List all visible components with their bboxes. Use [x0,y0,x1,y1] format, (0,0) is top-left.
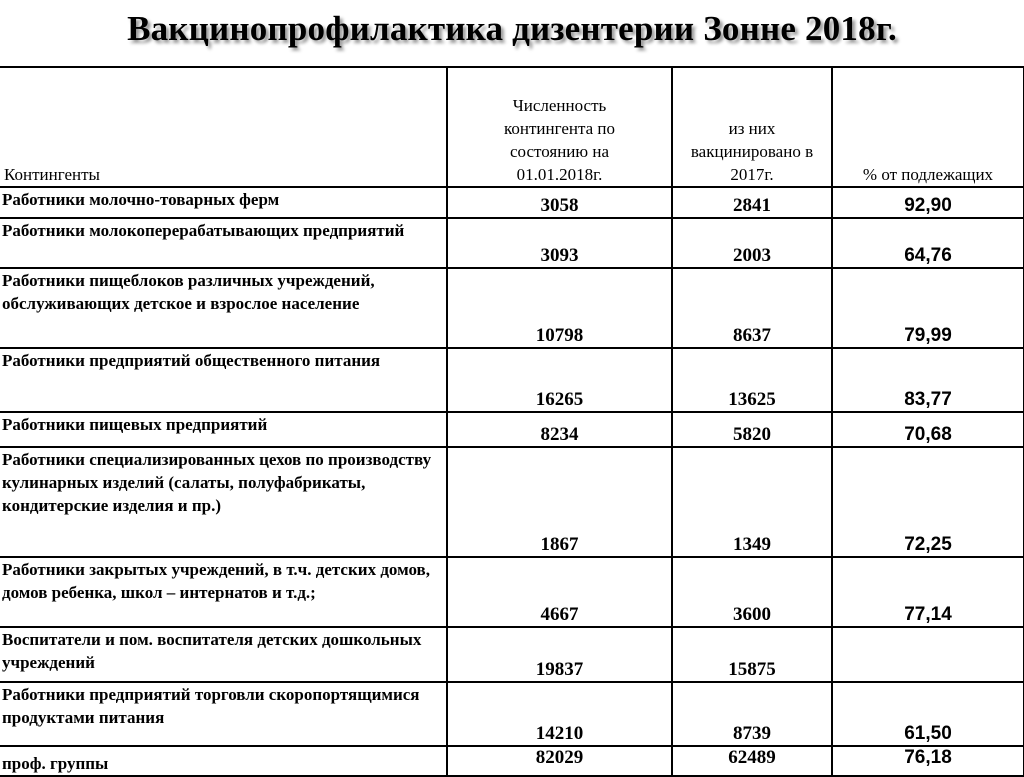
column-header-contingent: Контингенты [0,67,447,187]
row-name: Работники предприятий торговли скоропортящимися продуктами питания [0,682,447,746]
table-row [0,348,1024,412]
row-vaccinated: 8739 [672,682,832,746]
row-name: Воспитатели и пом. воспитателя детских дошкольных учреждений [0,627,447,682]
row-percent [832,627,1024,682]
row-population: 3093 [447,218,672,268]
row-percent: 61,50 [832,682,1024,746]
row-name: Работники закрытых учреждений, в т.ч. детских домов, домов ребенка, школ – интернатов и т.д.; [0,557,447,627]
row-percent: 72,25 [832,447,1024,557]
row-population: 10798 [447,268,672,348]
row-vaccinated: 5820 [672,412,832,447]
row-percent: 83,77 [832,348,1024,412]
row-name: Работники пищеблоков различных учреждений, обслуживающих детское и взрослое население [0,268,447,348]
row-name: Работники молочно-товарных ферм [0,187,447,218]
header-row [0,67,1024,187]
table-row [0,218,1024,268]
total-row [0,746,1024,776]
column-header-percent: % от подлежащих [832,67,1024,187]
row-name: Работники специализированных цехов по производству кулинарных изделий (салаты, полуфабрикаты, кондитерские изделия и пр.) [0,447,447,557]
table-row [0,187,1024,218]
row-vaccinated: 3600 [672,557,832,627]
row-name: Работники молокоперерабатывающих предприятий [0,218,447,268]
total-population: 82029 [447,746,672,776]
row-vaccinated: 2003 [672,218,832,268]
row-name: Работники предприятий общественного питания [0,348,447,412]
table-row [0,627,1024,682]
column-header-population: Численность контингента по состоянию на 01.01.2018г. [447,67,672,187]
table-row [0,447,1024,557]
table-row [0,557,1024,627]
total-vaccinated: 62489 [672,746,832,776]
row-population: 4667 [447,557,672,627]
row-vaccinated: 1349 [672,447,832,557]
page-title: Вакцинопрофилактика дизентерии Зонне 2018г. [127,9,897,48]
row-percent: 64,76 [832,218,1024,268]
row-population: 1867 [447,447,672,557]
total-percent: 76,18 [832,746,1024,776]
row-vaccinated: 15875 [672,627,832,682]
table-row [0,682,1024,746]
row-vaccinated: 2841 [672,187,832,218]
row-vaccinated: 8637 [672,268,832,348]
table-row [0,268,1024,348]
row-name: Работники пищевых предприятий [0,412,447,447]
row-vaccinated: 13625 [672,348,832,412]
row-population: 16265 [447,348,672,412]
row-percent: 92,90 [832,187,1024,218]
row-population: 8234 [447,412,672,447]
total-name: проф. группы [0,746,447,776]
row-population: 3058 [447,187,672,218]
column-header-vaccinated: из них вакцинировано в 2017г. [672,67,832,187]
row-population: 19837 [447,627,672,682]
row-percent: 79,99 [832,268,1024,348]
vaccination-table [0,66,1024,777]
row-percent: 70,68 [832,412,1024,447]
row-population: 14210 [447,682,672,746]
row-percent: 77,14 [832,557,1024,627]
table-row [0,412,1024,447]
